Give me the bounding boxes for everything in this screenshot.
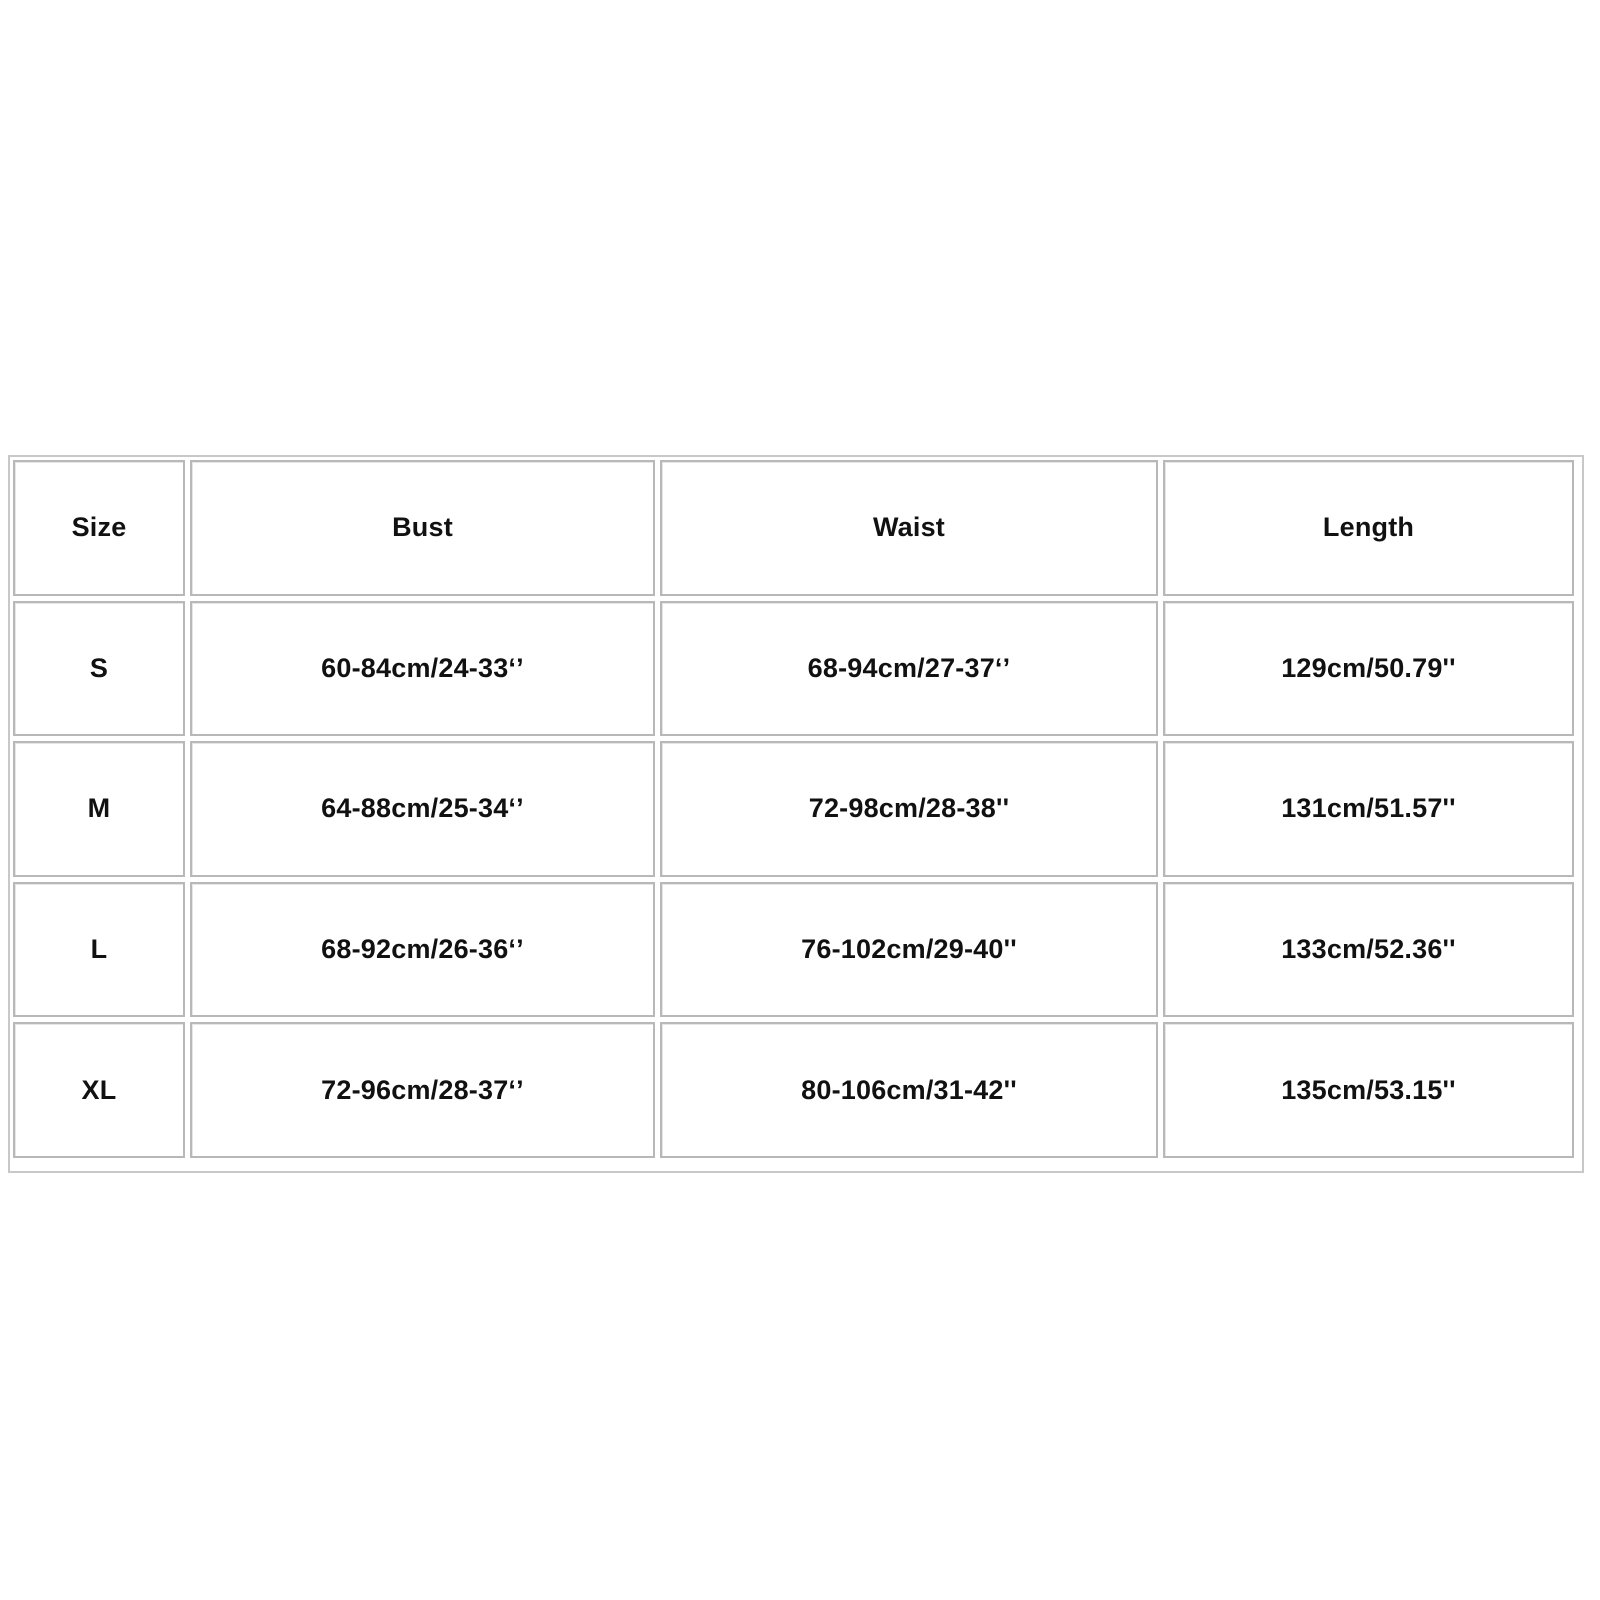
table-header-row: [13, 460, 1574, 596]
cell-size: M: [13, 741, 185, 877]
cell-length: 131cm/51.57'': [1163, 741, 1574, 877]
cell-waist: 68-94cm/27-37‘’: [660, 601, 1158, 737]
table-row: [13, 741, 1574, 877]
table-row: [13, 1022, 1574, 1158]
table-row: [13, 882, 1574, 1018]
size-chart: [8, 455, 1584, 1173]
cell-bust: 68-92cm/26-36‘’: [190, 882, 655, 1018]
table-row: [13, 601, 1574, 737]
header-size: Size: [13, 460, 185, 596]
cell-bust: 72-96cm/28-37‘’: [190, 1022, 655, 1158]
cell-size: S: [13, 601, 185, 737]
cell-length: 133cm/52.36'': [1163, 882, 1574, 1018]
cell-bust: 60-84cm/24-33‘’: [190, 601, 655, 737]
header-bust: Bust: [190, 460, 655, 596]
cell-waist: 76-102cm/29-40'': [660, 882, 1158, 1018]
cell-waist: 72-98cm/28-38'': [660, 741, 1158, 877]
cell-size: L: [13, 882, 185, 1018]
cell-waist: 80-106cm/31-42'': [660, 1022, 1158, 1158]
cell-length: 129cm/50.79'': [1163, 601, 1574, 737]
header-length: Length: [1163, 460, 1574, 596]
cell-length: 135cm/53.15'': [1163, 1022, 1574, 1158]
header-waist: Waist: [660, 460, 1158, 596]
cell-bust: 64-88cm/25-34‘’: [190, 741, 655, 877]
cell-size: XL: [13, 1022, 185, 1158]
size-table: [8, 455, 1579, 1163]
